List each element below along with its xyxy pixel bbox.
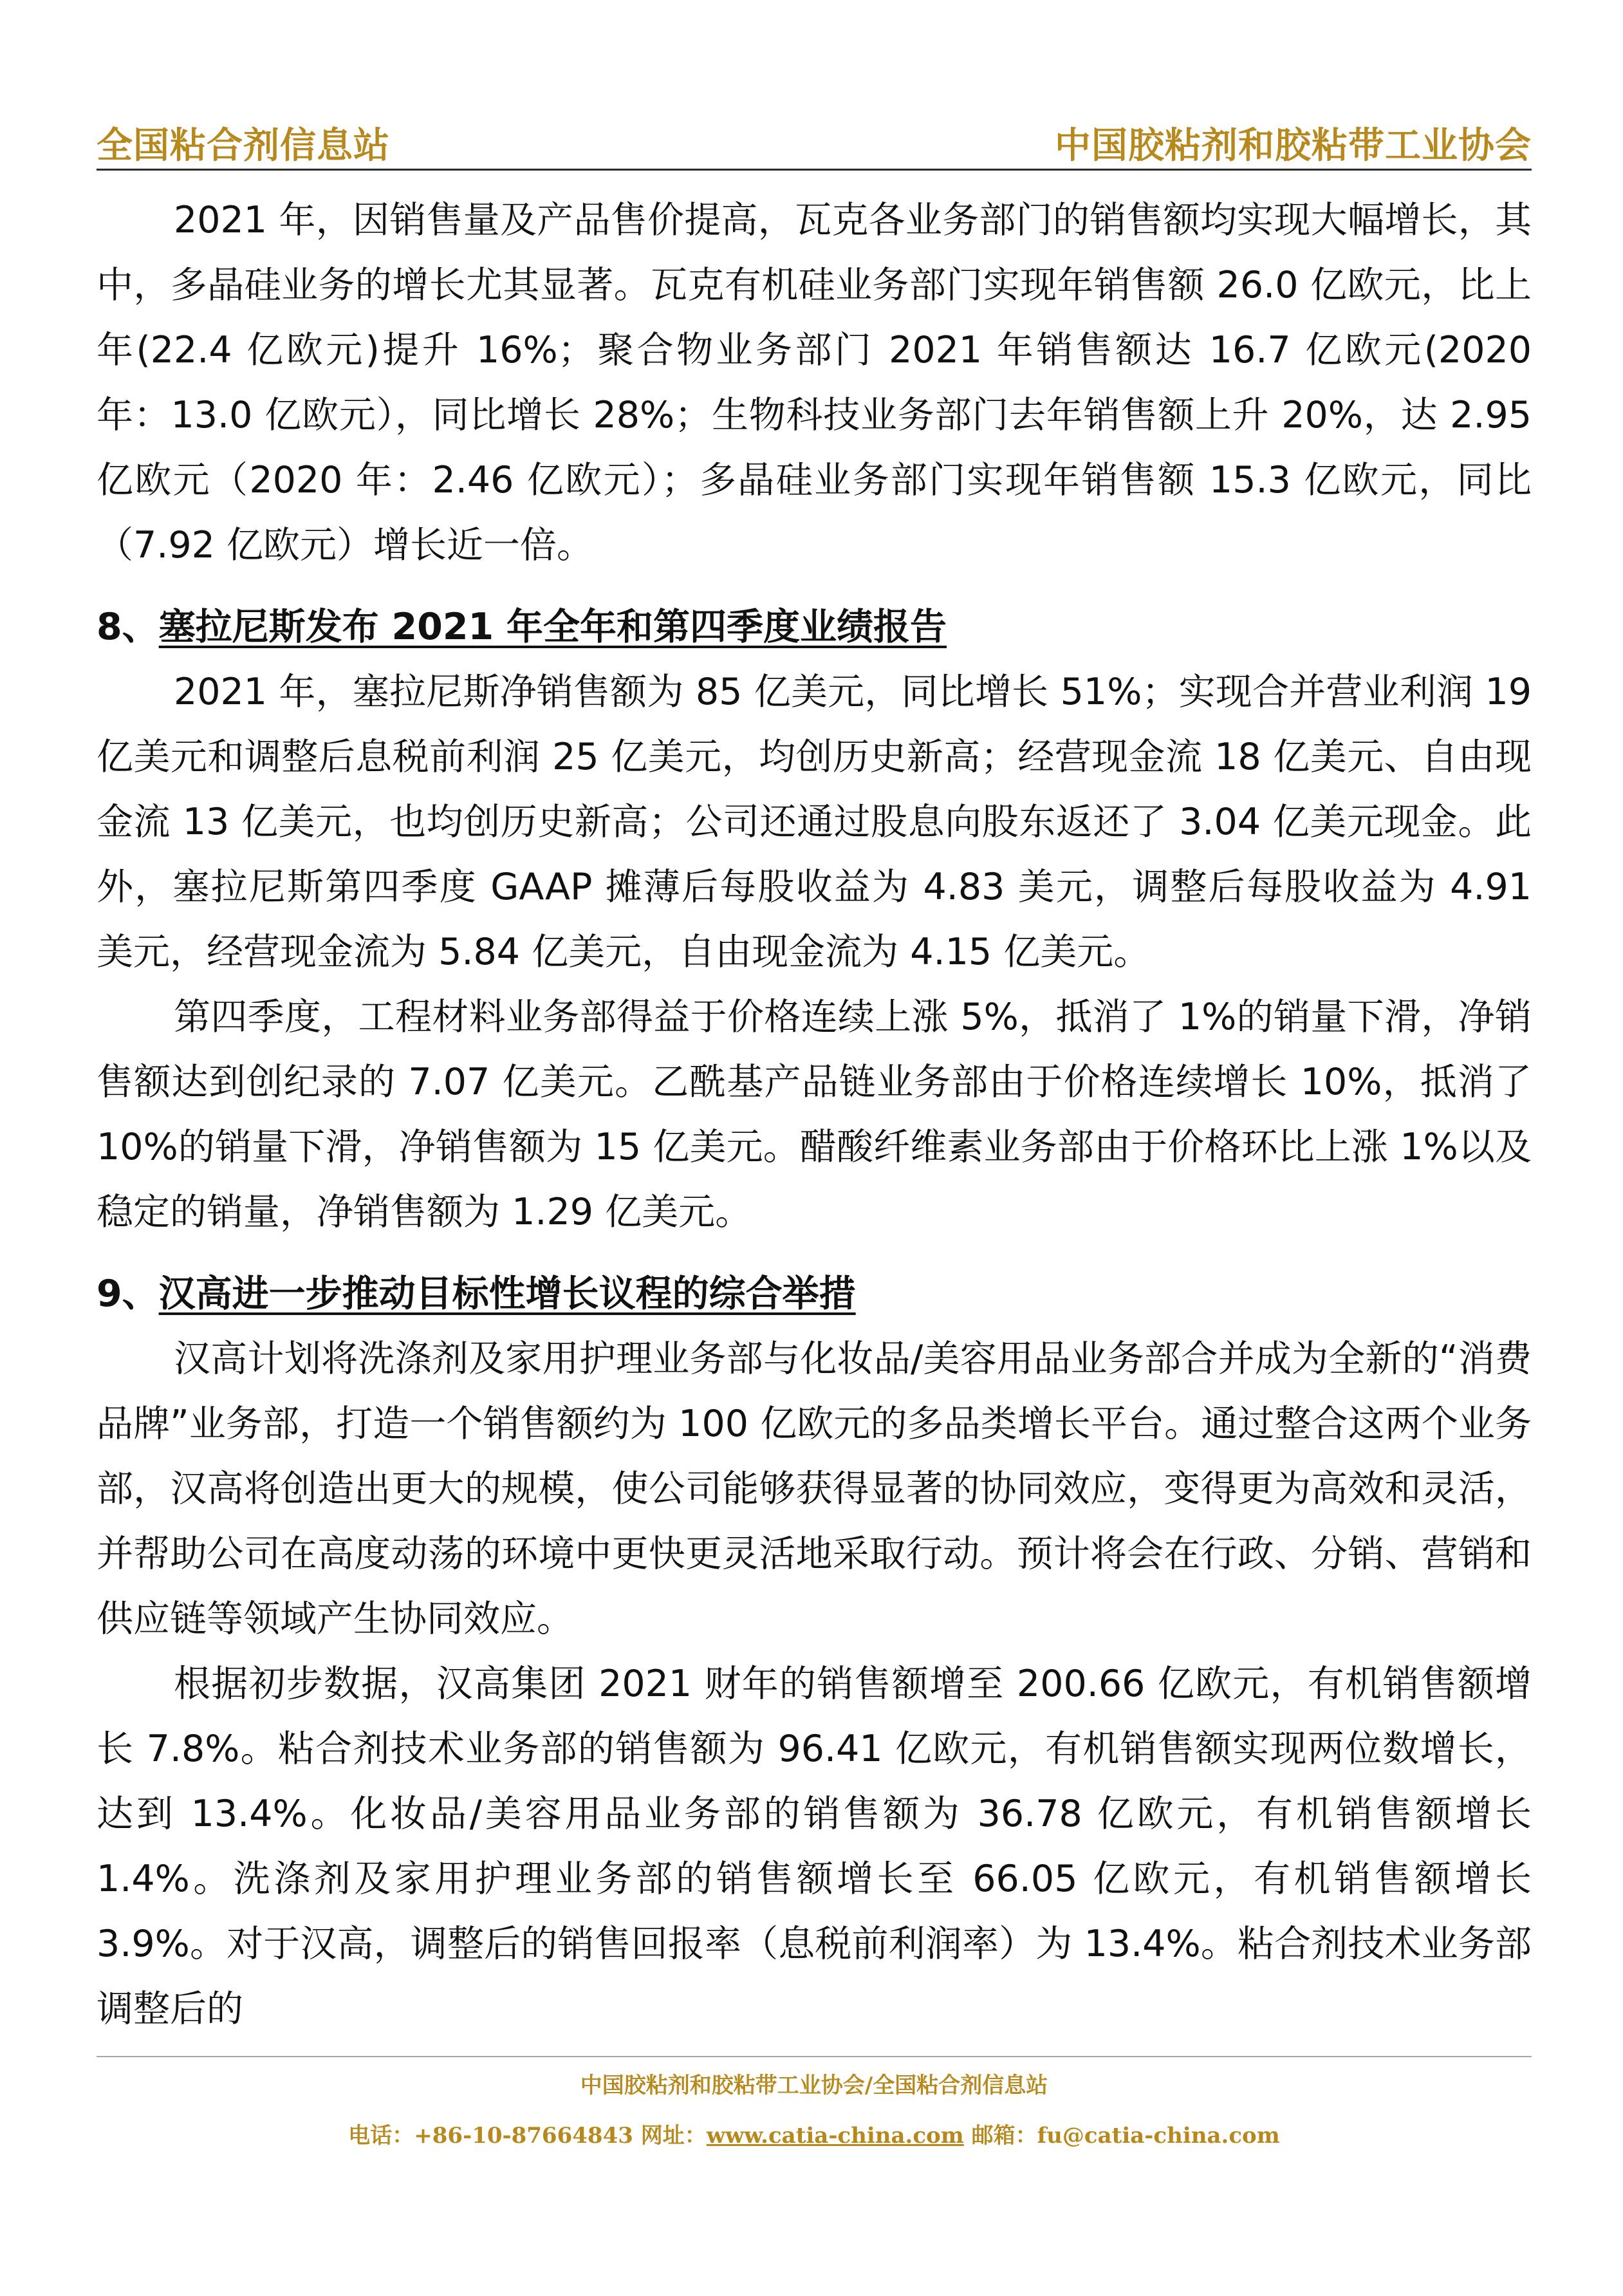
section-heading-9 — [97, 1262, 1532, 1327]
paragraph: 2021 年，因销售量及产品售价提高，瓦克各业务部门的销售额均实现大幅增长，其中，多晶硅业务的增长尤其显著。瓦克有机硅业务部门实现年销售额 26.0 亿欧元，比上年(22.4 亿欧元)提升 16%；聚合物业务部门 2021 年销售额达 16.7 亿欧元(2020 年：13.0 亿欧元），同比增长 28%；生物科技业务部门去年销售额上升 20%，达 2.95 亿欧元（2020 年：2.46 亿欧元）；多晶硅业务部门实现年销售额 15.3 亿欧元，同比（7.92 亿欧元）增长近一倍。 — [97, 199, 1532, 566]
section-heading-8 — [97, 595, 1532, 660]
article-body — [97, 188, 1532, 2042]
phone-label: 电话： — [348, 2123, 414, 2149]
section-title: 塞拉尼斯发布 2021 年全年和第四季度业绩报告 — [158, 606, 947, 648]
phone-number: +86-10-87664843 — [414, 2123, 633, 2149]
website-link[interactable]: www.catia-china.com — [706, 2123, 964, 2149]
section-title: 汉高进一步推动目标性增长议程的综合举措 — [158, 1273, 856, 1315]
section-number: 9、 — [97, 1273, 159, 1315]
footer-contact — [97, 2118, 1532, 2149]
email-label: 邮箱： — [963, 2123, 1037, 2149]
section-number: 8、 — [97, 606, 159, 648]
header-site-name: 全国粘合剂信息站 — [97, 125, 390, 167]
footer-divider — [97, 2056, 1532, 2057]
paragraph: 第四季度，工程材料业务部得益于价格连续上涨 5%，抵消了 1%的销量下滑，净销售额达到创纪录的 7.07 亿美元。乙酰基产品链业务部由于价格连续增长 10%，抵消了 10%的销量下滑，净销售额为 15 亿美元。醋酸纤维素业务部由于价格环比上涨 1%以及稳定的销量，净销售额为 1.29 亿美元。 — [97, 996, 1532, 1233]
footer-organization: 中国胶粘剂和胶粘带工业协会/全国粘合剂信息站 — [580, 2073, 1048, 2098]
email-address: fu@catia-china.com — [1037, 2123, 1280, 2149]
header-association-name: 中国胶粘剂和胶粘带工业协会 — [1055, 125, 1532, 167]
page-header — [97, 109, 1532, 171]
paragraph: 2021 年，塞拉尼斯净销售额为 85 亿美元，同比增长 51%；实现合并营业利润 19 亿美元和调整后息税前利润 25 亿美元，均创历史新高；经营现金流 18 亿美元、自由现金流 13 亿美元，也均创历史新高；公司还通过股息向股东返还了 3.04 亿美元现金。此外，塞拉尼斯第四季度 GAAP 摊薄后每股收益为 4.83 美元，调整后每股收益为 4.91 美元，经营现金流为 5.84 亿美元，自由现金流为 4.15 亿美元。 — [97, 671, 1532, 973]
paragraph: 汉高计划将洗涤剂及家用护理业务部与化妆品/美容用品业务部合并成为全新的“消费品牌”业务部，打造一个销售额约为 100 亿欧元的多品类增长平台。通过整合这两个业务部，汉高将创造出更大的规模，使公司能够获得显著的协同效应，变得更为高效和灵活，并帮助公司在高度动荡的环境中更快更灵活地采取行动。预计将会在行政、分销、营销和供应链等领域产生协同效应。 — [97, 1338, 1532, 1640]
paragraph: 根据初步数据，汉高集团 2021 财年的销售额增至 200.66 亿欧元，有机销售额增长 7.8%。粘合剂技术业务部的销售额为 96.41 亿欧元，有机销售额实现两位数增长，达到 13.4%。化妆品/美容用品业务部的销售额为 36.78 亿欧元，有机销售额增长 1.4%。洗涤剂及家用护理业务部的销售额增长至 66.05 亿欧元，有机销售额增长 3.9%。对于汉高，调整后的销售回报率（息税前利润率）为 13.4%。粘合剂技术业务部调整后的 — [97, 1663, 1532, 2030]
website-label: 网址： — [633, 2123, 707, 2149]
